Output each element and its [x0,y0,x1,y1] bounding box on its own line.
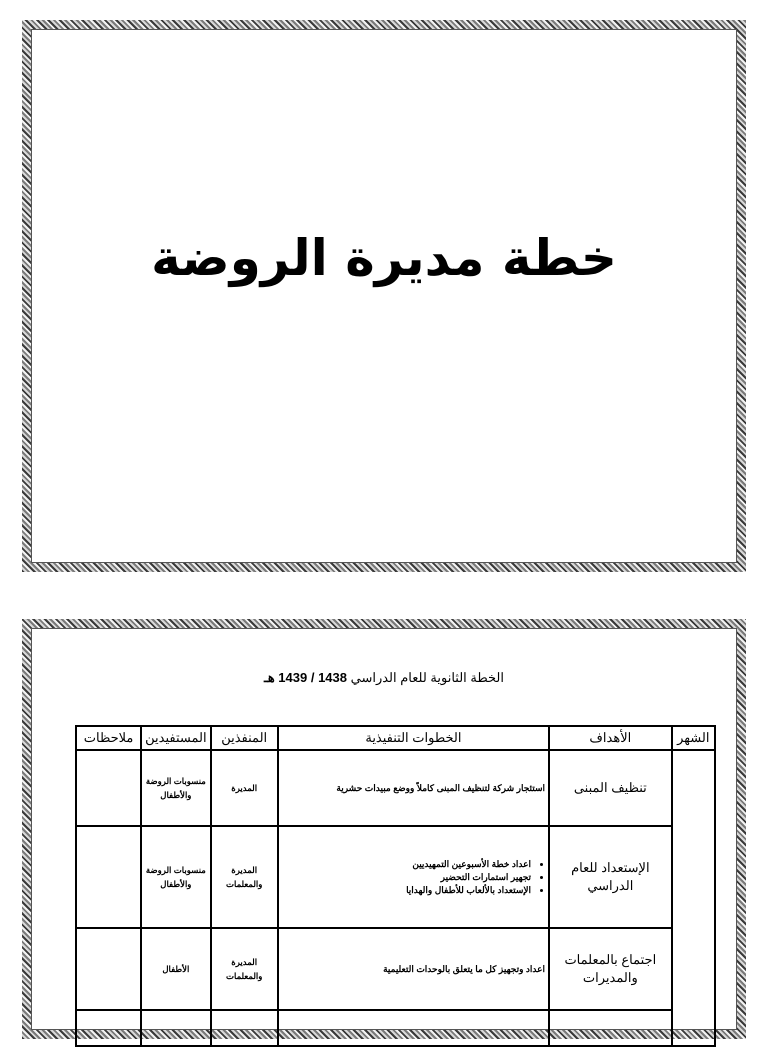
steps-list [282,858,545,897]
table-header-row [76,726,715,750]
goal-cell: اجتماع بالمعلمات والمديرات [549,928,672,1010]
plan-heading-prefix: الخطة الثانوية للعام الدراسي [350,670,504,685]
list-item: • تجهير استمارات التحضير [282,871,531,884]
cover-title: خطة مديرة الروضة [151,229,617,287]
month-cell [672,750,715,1046]
executors-cell: المديرة والمعلمات [211,928,278,1010]
list-item: • اعداد خطة الأسبوعين التمهيديين [282,858,531,871]
plan-heading [31,670,737,686]
steps-cell [278,826,549,928]
executors-cell: المديرة والمعلمات [211,826,278,928]
executors-cell: المديرة [211,750,278,826]
header-beneficiaries: المستفيدين [141,726,210,750]
beneficiaries-cell: منسوبات الروضة والأطفال [141,750,210,826]
goal-cell: الإستعداد للعام الدراسي [549,826,672,928]
notes-cell [76,750,141,826]
header-steps: الخطوات التنفيذية [278,726,549,750]
plan-heading-years: 1438 / 1439 هـ [264,670,347,685]
goal-cell: تنظيف المبنى [549,750,672,826]
header-notes: ملاحظات [76,726,141,750]
steps-cell: اعداد وتجهيز كل ما يتعلق بالوحدات التعليمية [278,928,549,1010]
beneficiaries-cell: منسوبات الروضة والأطفال [141,826,210,928]
plan-table [75,725,716,1047]
header-executors: المنفذين [211,726,278,750]
steps-cell: استئجار شركة لتنظيف المبنى كاملاً ووضع مبيدات حشرية [278,750,549,826]
notes-cell [76,928,141,1010]
steps-cell [278,1010,549,1046]
header-month: الشهر [672,726,715,750]
notes-cell [76,826,141,928]
table-row [76,750,715,826]
table-row [76,928,715,1010]
page-border [31,29,737,563]
beneficiaries-cell: الأطفال [141,928,210,1010]
header-goals: الأهداف [549,726,672,750]
executors-cell [211,1010,278,1046]
list-item: • الإستعداد بالألعاب للأطفال والهدايا [282,884,531,897]
cover-page [22,20,746,572]
notes-cell [76,1010,141,1046]
plan-page [22,619,746,1039]
table-row [76,1010,715,1046]
beneficiaries-cell [141,1010,210,1046]
goal-cell [549,1010,672,1046]
table-row [76,826,715,928]
